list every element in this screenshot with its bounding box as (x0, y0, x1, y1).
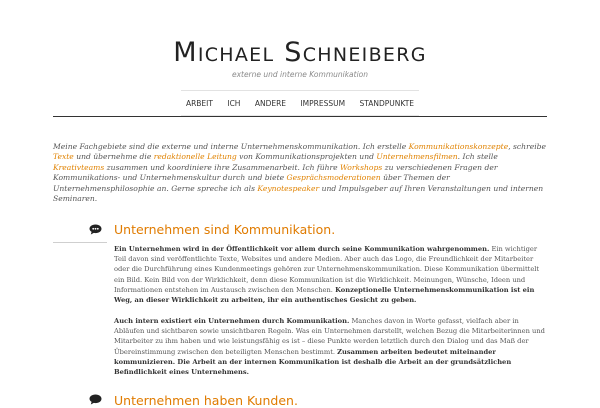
nav-item-ich[interactable]: ICH (227, 99, 241, 108)
site-title[interactable]: Michael Schneiberg (173, 37, 427, 68)
link-unternehmensfilmen[interactable]: Unternehmensfilmen (376, 152, 458, 162)
nav-item-andere[interactable]: ANDERE (254, 99, 287, 108)
site-tagline: externe und interne Kommunikation (231, 70, 369, 79)
link-redaktionelle-leitung[interactable]: redaktionelle Leitung (153, 152, 237, 162)
nav-item-impressum[interactable]: IMPRESSUM (300, 99, 346, 108)
link-kreativteams[interactable]: Kreativteams (53, 162, 105, 172)
section-divider (53, 242, 107, 243)
link-workshops[interactable]: Workshops (340, 162, 383, 172)
section-title: Unternehmen haben Kunden. (114, 393, 298, 408)
speech-bubble-icon (89, 224, 102, 235)
nav-item-arbeit[interactable]: ARBEIT (185, 99, 213, 108)
nav-item-standpunkte[interactable]: STANDPUNKTE (359, 99, 415, 108)
intro-paragraph: Meine Fachgebiete sind die externe und interne Unternehmenskommunikation. Ich erstelle Kommunikationskonzepte, schreibe Texte und übernehme die redaktionelle Leitung von Kommunikationsprojekten und Unternehmensfilmen. Ich stelle Kreativteams zusammen und koordiniere ihre Zusammenarbeit. Ich führe Workshops zu verschiedenen Fragen der Kommunikations- und Unternehmenskultur durch und biete Gesprächsmoderationen über Themen der Unternehmensphilosophie an. Gerne spreche ich als Keynotespeaker und Impulsgeber auf Ihren Veranstaltungen und internen Seminaren. (53, 142, 546, 204)
link-texte[interactable]: Texte (53, 152, 74, 162)
link-gespraechsmoderationen[interactable]: Gesprächsmoderationen (286, 173, 381, 183)
link-kommunikationskonzepte[interactable]: Kommunikationskonzepte (408, 142, 509, 151)
content-divider (53, 116, 547, 117)
nav-top-divider (181, 90, 419, 91)
section-title: Unternehmen sind Kommunikation. (114, 222, 336, 237)
section-paragraph: Ein Unternehmen wird in der Öffentlichkeit vor allem durch seine Kommunikation wahrgenommen. Ein wichtiger Teil davon sind veröffentlichte Texte, Websites und andere Medien. Aber auch das Logo, die Freundlichkeit der Mitarbeiter oder die Durchführung eines Kundenmeetings gehören zur Unternehmenskommunikation. Diese Kommunikation übermittelt ein Bild. Kein Bild von der Wirklichkeit, denn diese Kommunikation ist die Wirklichkeit. Meinungen, Wünsche, Ideen und Informationen entstehen im Austausch zwischen den Menschen. Konzeptionelle Unternehmenskommunikation ist ein Weg, an dieser Wirklichkeit zu arbeiten, ihr ein authentisches Gesicht zu geben. (114, 245, 540, 305)
section-paragraph: Auch intern existiert ein Unternehmen durch Kommunikation. Manches davon in Worte gefasst, vielfach aber in Abläufen und sichtbaren sowie unsichtbaren Regeln. Was ein Unternehmen darstellt, welchen Bezug die Mitarbeiterinnen und Mitarbeiter zu ihm haben und wie leistungsfähig es ist – diese Punkte werden letztlich durch den Dialog und das Maß der Übereinstimmung zwischen den beteiligten Menschen bestimmt. Zusammen arbeiten bedeutet miteinander kommunizieren. Die Arbeit an der internen Kommunikation ist deshalb die Arbeit an der grundsätzlichen Befindlichkeit eines Unternehmens. (114, 317, 545, 377)
main-nav (0, 99, 600, 108)
link-keynotespeaker[interactable]: Keynotespeaker (257, 183, 320, 193)
